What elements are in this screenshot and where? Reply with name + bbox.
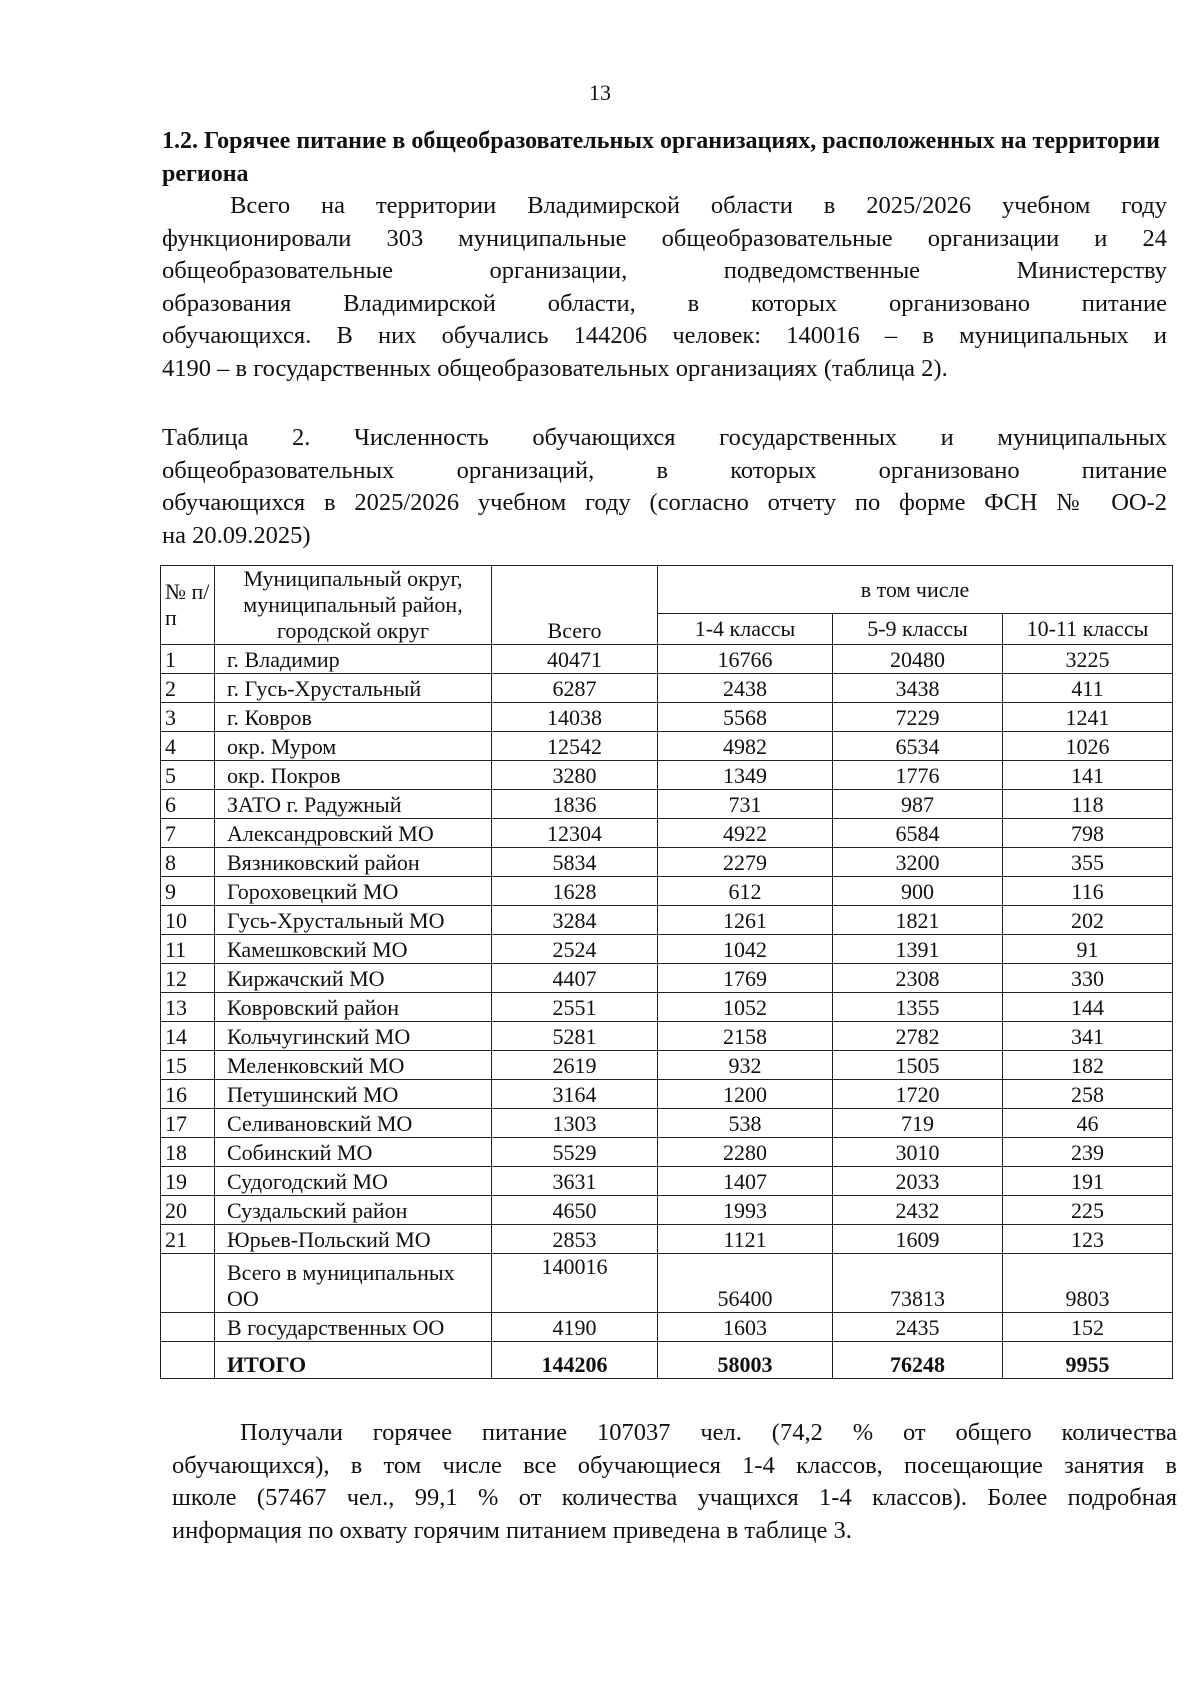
row-district-name: Суздальский район	[215, 1196, 492, 1225]
row-number: 1	[161, 645, 215, 674]
table-row	[161, 645, 1173, 674]
row-number: 16	[161, 1080, 215, 1109]
state-grades-10-11: 152	[1003, 1313, 1173, 1342]
row-district-name: Киржачский МО	[215, 964, 492, 993]
row-district-name: Кольчугинский МО	[215, 1022, 492, 1051]
row-district-name: Собинский МО	[215, 1138, 492, 1167]
row-district-name: Камешковский МО	[215, 935, 492, 964]
row-grades-1-4: 1993	[658, 1196, 833, 1225]
row-total: 1628	[492, 877, 658, 906]
table-row	[161, 1225, 1173, 1254]
row-grades-10-11: 1241	[1003, 703, 1173, 732]
row-grades-5-9: 3010	[833, 1138, 1003, 1167]
table-row	[161, 1022, 1173, 1051]
row-total: 5834	[492, 848, 658, 877]
grand-total-grades-10-11: 9955	[1003, 1342, 1173, 1379]
hot-meals-paragraph	[172, 1417, 1177, 1547]
row-district-name: Селивановский МО	[215, 1109, 492, 1138]
row-grades-10-11: 355	[1003, 848, 1173, 877]
row-total: 40471	[492, 645, 658, 674]
row-grades-10-11: 141	[1003, 761, 1173, 790]
row-total: 3631	[492, 1167, 658, 1196]
table-row	[161, 703, 1173, 732]
header-including: в том числе	[658, 566, 1173, 614]
paragraph-line: образования Владимирской области, в которых организовано питание	[162, 289, 1167, 317]
row-grades-5-9: 987	[833, 790, 1003, 819]
row-grades-10-11: 123	[1003, 1225, 1173, 1254]
row-grades-10-11: 330	[1003, 964, 1173, 993]
paragraph-line: обучающихся. В них обучались 144206 человек: 140016 – в муниципальных и	[162, 322, 1167, 349]
row-district-name: окр. Муром	[215, 732, 492, 761]
row-district-name: г. Ковров	[215, 703, 492, 732]
empty-cell	[161, 1254, 215, 1313]
row-total: 2551	[492, 993, 658, 1022]
row-number: 17	[161, 1109, 215, 1138]
row-grades-5-9: 3438	[833, 674, 1003, 703]
row-number: 2	[161, 674, 215, 703]
row-grades-10-11: 239	[1003, 1138, 1173, 1167]
municipal-total-value: 140016	[492, 1254, 658, 1313]
table-row	[161, 674, 1173, 703]
row-total: 4650	[492, 1196, 658, 1225]
table-row	[161, 906, 1173, 935]
table-body	[161, 645, 1173, 1254]
row-grades-1-4: 1769	[658, 964, 833, 993]
row-grades-5-9: 2033	[833, 1167, 1003, 1196]
state-total-label: В государственных ОО	[215, 1313, 492, 1342]
row-total: 1303	[492, 1109, 658, 1138]
row-total: 12542	[492, 732, 658, 761]
header-grades-1-4: 1-4 классы	[658, 614, 833, 645]
row-grades-10-11: 191	[1003, 1167, 1173, 1196]
row-grades-1-4: 1349	[658, 761, 833, 790]
page-number: 13	[589, 80, 611, 105]
row-district-name: Меленковский МО	[215, 1051, 492, 1080]
table-row	[161, 819, 1173, 848]
table-row	[161, 1196, 1173, 1225]
row-grades-5-9: 2308	[833, 964, 1003, 993]
row-grades-1-4: 1042	[658, 935, 833, 964]
row-grades-10-11: 3225	[1003, 645, 1173, 674]
table-row	[161, 848, 1173, 877]
municipal-total-label: Всего в муниципальных ОО	[215, 1254, 492, 1313]
row-district-name: окр. Покров	[215, 761, 492, 790]
empty-cell	[161, 1313, 215, 1342]
header-grades-5-9: 5-9 классы	[833, 614, 1003, 645]
row-grades-1-4: 538	[658, 1109, 833, 1138]
row-total: 3280	[492, 761, 658, 790]
paragraph-line: Всего на территории Владимирской области в 2025/2026 учебном году	[230, 192, 1167, 219]
row-total: 1836	[492, 790, 658, 819]
table-caption	[162, 422, 1167, 552]
row-grades-5-9: 1505	[833, 1051, 1003, 1080]
caption-line: на 20.09.2025)	[162, 521, 311, 549]
row-grades-1-4: 1200	[658, 1080, 833, 1109]
paragraph-line: функционировали 303 муниципальные общеобразовательные организации и 24	[162, 224, 1167, 252]
row-total: 2619	[492, 1051, 658, 1080]
table-row	[161, 1109, 1173, 1138]
row-total: 12304	[492, 819, 658, 848]
row-district-name: Петушинский МО	[215, 1080, 492, 1109]
table-row	[161, 964, 1173, 993]
state-grades-5-9: 2435	[833, 1313, 1003, 1342]
row-grades-5-9: 6534	[833, 732, 1003, 761]
row-number: 8	[161, 848, 215, 877]
row-grades-10-11: 411	[1003, 674, 1173, 703]
row-grades-1-4: 612	[658, 877, 833, 906]
row-total: 3284	[492, 906, 658, 935]
row-total: 4407	[492, 964, 658, 993]
row-grades-10-11: 91	[1003, 935, 1173, 964]
row-grades-5-9: 20480	[833, 645, 1003, 674]
municipal-total-row	[161, 1254, 1173, 1313]
row-grades-5-9: 2432	[833, 1196, 1003, 1225]
row-grades-1-4: 932	[658, 1051, 833, 1080]
table-row	[161, 1138, 1173, 1167]
row-grades-5-9: 3200	[833, 848, 1003, 877]
row-number: 13	[161, 993, 215, 1022]
table-row	[161, 1080, 1173, 1109]
state-grades-1-4: 1603	[658, 1313, 833, 1342]
state-total-value: 4190	[492, 1313, 658, 1342]
row-district-name: Вязниковский район	[215, 848, 492, 877]
row-grades-1-4: 2280	[658, 1138, 833, 1167]
row-number: 19	[161, 1167, 215, 1196]
row-number: 9	[161, 877, 215, 906]
paragraph-line: 4190 – в государственных общеобразовательных организациях (таблица 2).	[162, 354, 948, 382]
row-grades-10-11: 116	[1003, 877, 1173, 906]
row-grades-10-11: 258	[1003, 1080, 1173, 1109]
row-grades-10-11: 46	[1003, 1109, 1173, 1138]
row-grades-10-11: 341	[1003, 1022, 1173, 1051]
row-grades-10-11: 118	[1003, 790, 1173, 819]
row-grades-10-11: 182	[1003, 1051, 1173, 1080]
paragraph-line: школе (57467 чел., 99,1 % от количества учащихся 1-4 классов). Более подробная	[172, 1484, 1177, 1511]
paragraph-line: Получали горячее питание 107037 чел. (74,2 % от общего количества	[240, 1419, 1177, 1446]
row-district-name: Судогодский МО	[215, 1167, 492, 1196]
row-grades-1-4: 2438	[658, 674, 833, 703]
row-grades-5-9: 1355	[833, 993, 1003, 1022]
row-grades-1-4: 4922	[658, 819, 833, 848]
grand-total-grades-1-4: 58003	[658, 1342, 833, 1379]
municipal-grades-5-9: 73813	[833, 1254, 1003, 1313]
row-grades-1-4: 4982	[658, 732, 833, 761]
header-total: Всего	[492, 566, 658, 645]
intro-paragraph	[162, 190, 1167, 385]
row-total: 14038	[492, 703, 658, 732]
row-grades-5-9: 1821	[833, 906, 1003, 935]
row-total: 6287	[492, 674, 658, 703]
row-number: 3	[161, 703, 215, 732]
grand-total-grades-5-9: 76248	[833, 1342, 1003, 1379]
section-heading: 1.2. Горячее питание в общеобразовательных организациях, расположенных на территории региона	[162, 128, 1160, 187]
table-row	[161, 761, 1173, 790]
row-number: 11	[161, 935, 215, 964]
row-grades-5-9: 7229	[833, 703, 1003, 732]
row-grades-1-4: 731	[658, 790, 833, 819]
row-grades-1-4: 2158	[658, 1022, 833, 1051]
row-number: 7	[161, 819, 215, 848]
table-row	[161, 935, 1173, 964]
row-number: 10	[161, 906, 215, 935]
table-row	[161, 993, 1173, 1022]
row-district-name: Александровский МО	[215, 819, 492, 848]
row-grades-1-4: 1407	[658, 1167, 833, 1196]
paragraph-line: обучающихся), в том числе все обучающиеся 1-4 классов, посещающие занятия в	[172, 1451, 1177, 1479]
row-number: 20	[161, 1196, 215, 1225]
row-grades-10-11: 798	[1003, 819, 1173, 848]
table-row	[161, 1051, 1173, 1080]
row-total: 3164	[492, 1080, 658, 1109]
table-row	[161, 790, 1173, 819]
row-grades-1-4: 1052	[658, 993, 833, 1022]
row-grades-5-9: 6584	[833, 819, 1003, 848]
row-grades-1-4: 1121	[658, 1225, 833, 1254]
caption-line: Таблица 2. Численность обучающихся государственных и муниципальных	[162, 424, 1167, 451]
row-grades-5-9: 1720	[833, 1080, 1003, 1109]
caption-line: обучающихся в 2025/2026 учебном году (согласно отчету по форме ФСН № ОО-2	[162, 489, 1167, 516]
row-number: 21	[161, 1225, 215, 1254]
row-district-name: г. Владимир	[215, 645, 492, 674]
row-total: 5281	[492, 1022, 658, 1051]
row-grades-1-4: 2279	[658, 848, 833, 877]
row-number: 4	[161, 732, 215, 761]
row-district-name: Гороховецкий МО	[215, 877, 492, 906]
empty-cell	[161, 1342, 215, 1379]
row-grades-5-9: 719	[833, 1109, 1003, 1138]
row-number: 6	[161, 790, 215, 819]
row-grades-5-9: 1391	[833, 935, 1003, 964]
row-grades-1-4: 1261	[658, 906, 833, 935]
row-district-name: г. Гусь-Хрустальный	[215, 674, 492, 703]
row-district-name: Юрьев-Польский МО	[215, 1225, 492, 1254]
header-grades-10-11: 10-11 классы	[1003, 614, 1173, 645]
row-total: 5529	[492, 1138, 658, 1167]
header-num: № п/п	[161, 566, 215, 645]
row-district-name: ЗАТО г. Радужный	[215, 790, 492, 819]
row-total: 2524	[492, 935, 658, 964]
row-grades-5-9: 1609	[833, 1225, 1003, 1254]
row-total: 2853	[492, 1225, 658, 1254]
row-grades-5-9: 1776	[833, 761, 1003, 790]
row-grades-5-9: 2782	[833, 1022, 1003, 1051]
table-row	[161, 877, 1173, 906]
municipal-grades-10-11: 9803	[1003, 1254, 1173, 1313]
row-number: 18	[161, 1138, 215, 1167]
row-grades-1-4: 5568	[658, 703, 833, 732]
row-number: 5	[161, 761, 215, 790]
row-number: 12	[161, 964, 215, 993]
grand-total-value: 144206	[492, 1342, 658, 1379]
row-number: 15	[161, 1051, 215, 1080]
header-name: Муниципальный округ, муниципальный район, городской округ	[215, 566, 492, 645]
paragraph-line: информация по охвату горячим питанием приведена в таблице 3.	[172, 1516, 852, 1544]
row-district-name: Ковровский район	[215, 993, 492, 1022]
row-grades-10-11: 1026	[1003, 732, 1173, 761]
caption-line: общеобразовательных организаций, в которых организовано питание	[162, 456, 1167, 484]
row-number: 14	[161, 1022, 215, 1051]
row-grades-10-11: 144	[1003, 993, 1173, 1022]
municipal-grades-1-4: 56400	[658, 1254, 833, 1313]
grand-total-label: ИТОГО	[215, 1342, 492, 1379]
row-grades-1-4: 16766	[658, 645, 833, 674]
row-district-name: Гусь-Хрустальный МО	[215, 906, 492, 935]
paragraph-line: общеобразовательные организации, подведомственные Министерству	[162, 257, 1167, 284]
row-grades-5-9: 900	[833, 877, 1003, 906]
students-table	[160, 565, 1173, 1379]
state-total-row	[161, 1313, 1173, 1342]
grand-total-row	[161, 1342, 1173, 1379]
table-row	[161, 1167, 1173, 1196]
row-grades-10-11: 225	[1003, 1196, 1173, 1225]
table-row	[161, 732, 1173, 761]
row-grades-10-11: 202	[1003, 906, 1173, 935]
